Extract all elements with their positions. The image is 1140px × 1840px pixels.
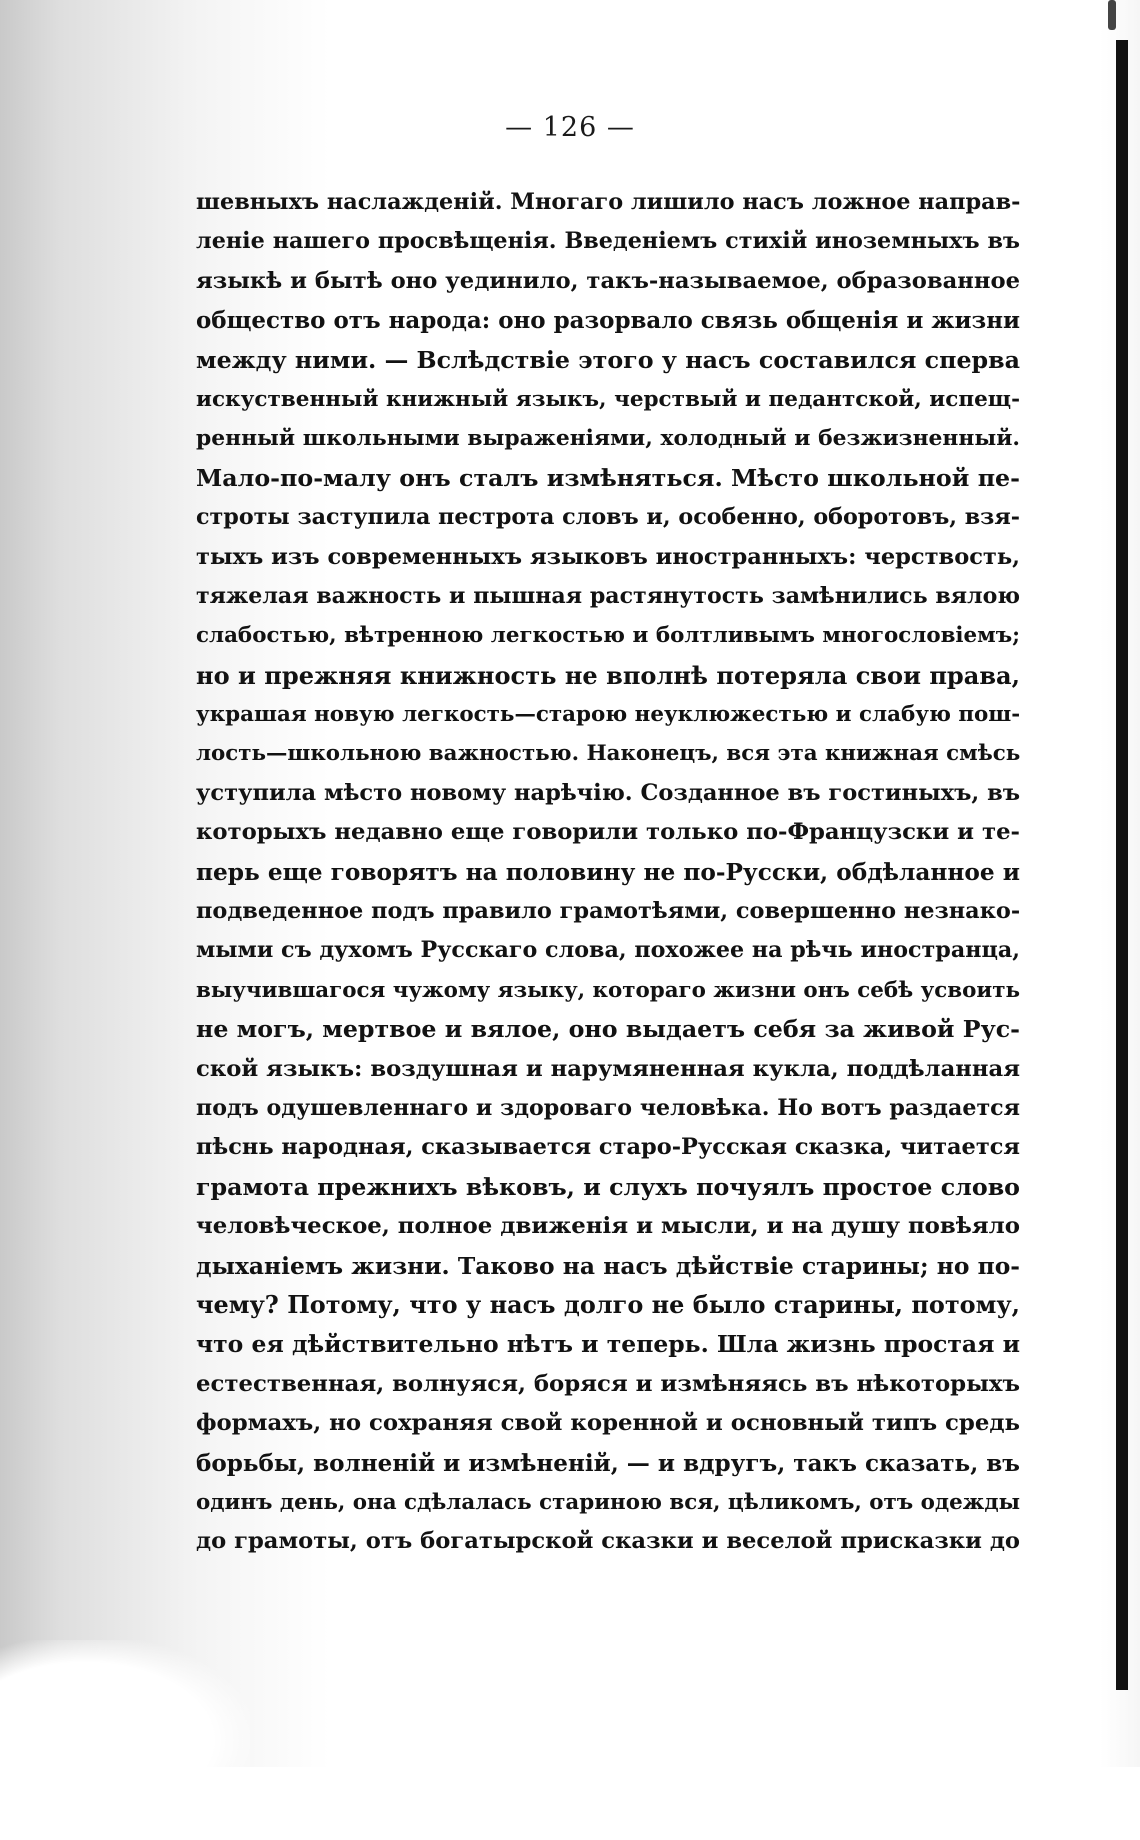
- text-line: до грамоты, отъ богатырской сказки и веселой присказки до: [196, 1528, 1020, 1555]
- text-line: человѣческое, полное движенія и мысли, и на душу повѣяло: [196, 1213, 1020, 1240]
- text-line: пѣснь народная, сказывается старо-Русская сказка, читается: [196, 1134, 1020, 1161]
- text-line: тяжелая важность и пышная растянутость замѣнились вялою: [196, 582, 1020, 609]
- text-line: слабостью, вѣтренною легкостью и болтливымъ многословіемъ;: [196, 623, 1020, 649]
- text-line: языкѣ и бытѣ оно уединило, такъ-называемое, образованное: [196, 267, 1020, 294]
- text-line: ренный школьными выраженіями, холодный и безжизненный.: [196, 426, 1020, 452]
- text-line: общество отъ народа: оно разорвало связь общенія и жизни: [196, 307, 1020, 335]
- text-line: леніе нашего просвѣщенія. Введеніемъ стихій иноземныхъ въ: [196, 228, 1020, 255]
- text-line: шевныхъ наслажденій. Многаго лишило насъ ложное направ-: [196, 189, 1021, 215]
- text-line: Мало-по-малу онъ сталъ измѣняться. Мѣсто школьной пе-: [196, 463, 1020, 492]
- text-line: искуственный книжный языкъ, черствый и педантской, испещ-: [196, 386, 1020, 412]
- body-text: [196, 183, 1020, 1562]
- page-corner-fade: [0, 1640, 250, 1840]
- text-line: формахъ, но сохраняя свой коренной и основный типъ средь: [196, 1410, 1020, 1437]
- text-line: одинъ день, она сдѣлалась стариною вся, цѣликомъ, отъ одежды: [196, 1489, 1020, 1515]
- page-right-edge: [1116, 40, 1128, 1690]
- text-line: не могъ, мертвое и вялое, оно выдаетъ себя за живой Рус-: [196, 1015, 1020, 1044]
- text-line: выучившагося чужому языку, котораго жизни онъ себѣ усвоить: [196, 977, 1020, 1003]
- text-line: борьбы, волненій и измѣненій, — и вдругъ, такъ сказать, въ: [196, 1449, 1020, 1477]
- text-line: перь еще говорятъ на половину не по-Русски, обдѣланное и: [196, 858, 1020, 886]
- text-line: между ними. — Вслѣдствіе этого у насъ составился сперва: [196, 345, 1020, 374]
- text-line: дыханіемъ жизни. Таково на насъ дѣйствіе старины; но по-: [196, 1251, 1020, 1280]
- text-line: строты заступила пестрота словъ и, особенно, оборотовъ, взя-: [196, 504, 1020, 531]
- text-line: чему? Потому, что у насъ долго не было старины, потому,: [196, 1290, 1020, 1319]
- text-line: грамота прежнихъ вѣковъ, и слухъ почуялъ простое слово: [196, 1172, 1020, 1201]
- page-number: — 126 —: [505, 112, 635, 143]
- text-line: лость—школьною важностью. Наконецъ, вся эта книжная смѣсь: [196, 741, 1021, 767]
- text-line: которыхъ недавно еще говорили только по-Французски и те-: [196, 819, 1020, 846]
- text-line: тыхъ изъ современныхъ языковъ иностранныхъ: черствость,: [196, 543, 1020, 570]
- binding-edge-mark: [1108, 0, 1116, 30]
- text-line: подведенное подъ правило грамотѣями, совершенно незнако-: [196, 898, 1021, 925]
- text-line: уступила мѣсто новому нарѣчію. Созданное въ гостиныхъ, въ: [196, 779, 1020, 806]
- text-line: ской языкъ: воздушная и нарумяненная кукла, поддѣланная: [196, 1055, 1020, 1082]
- text-line: мыми съ духомъ Русскаго слова, похожее на рѣчь иностранца,: [196, 937, 1020, 964]
- text-line: подъ одушевленнаго и здороваго человѣка. Но вотъ раздается: [196, 1094, 1020, 1121]
- text-line: украшая новую легкость—старою неуклюжестью и слабую пош-: [196, 702, 1021, 728]
- text-line: что ея дѣйствительно нѣтъ и теперь. Шла жизнь простая и: [196, 1330, 1020, 1359]
- text-line: но и прежняя книжность не вполнѣ потеряла свои права,: [196, 660, 1020, 690]
- text-line: естественная, волнуяся, боряся и измѣняясь въ нѣкоторыхъ: [196, 1370, 1020, 1397]
